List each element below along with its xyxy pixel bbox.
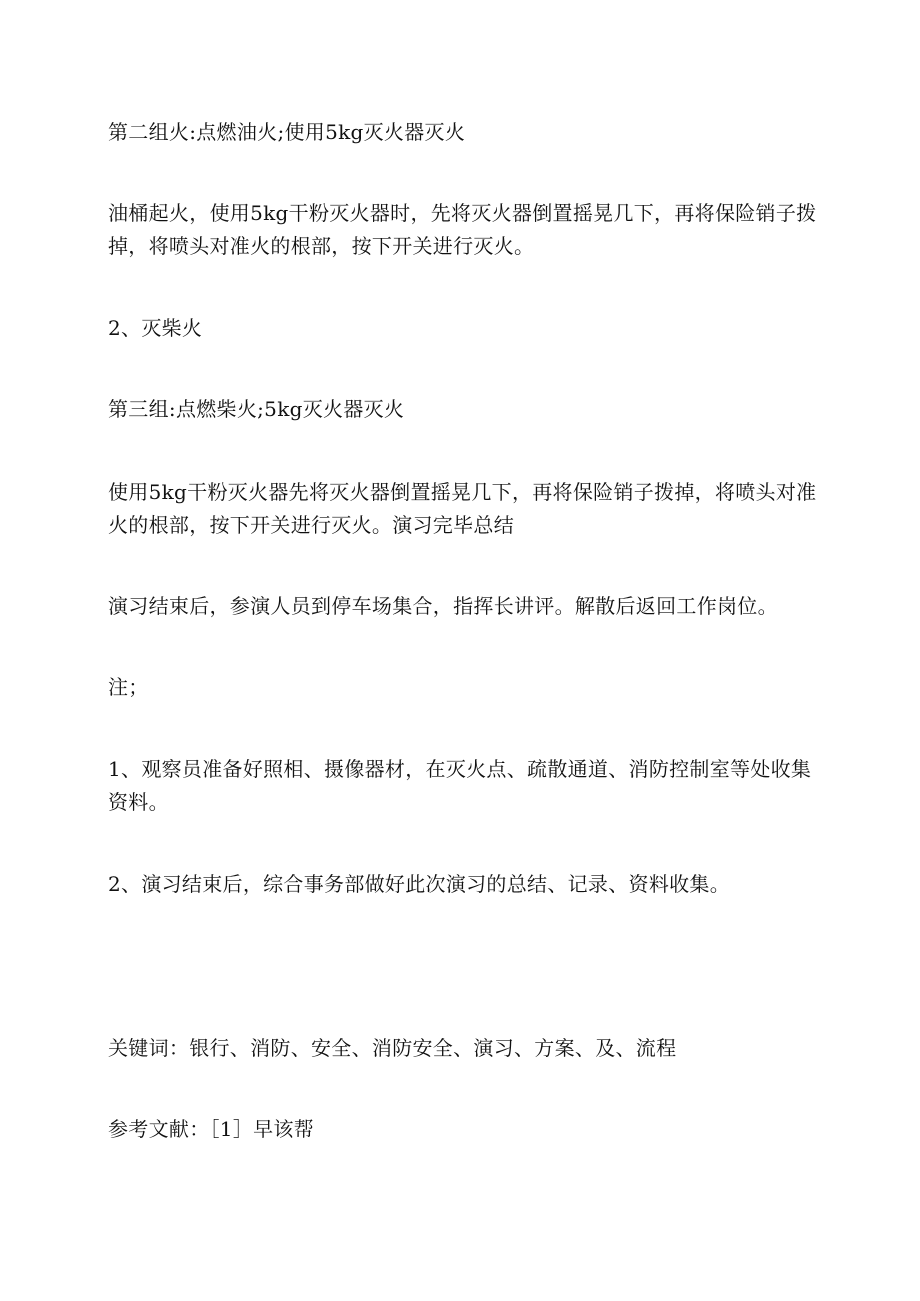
paragraph-oil-fire-instructions: 油桶起火，使用5kg干粉灭火器时，先将灭火器倒置摇晃几下，再将保险销子拨掉，将喷头对准火的根部，按下开关进行灭火。 [108, 201, 817, 258]
references-line: 参考文献：［1］早该帮 [108, 1117, 315, 1141]
paragraph-note-heading: 注； [108, 675, 149, 699]
paragraph-note-2: 2、演习结束后，综合事务部做好此次演习的总结、记录、资料收集。 [108, 872, 731, 896]
paragraph-firewood-fire-instructions: 使用5kg干粉灭火器先将灭火器倒置摇晃几下，再将保险销子拨掉，将喷头对准火的根部，按下开关进行灭火。演习完毕总结 [108, 480, 817, 537]
paragraph-group-three-fire: 第三组:点燃柴火;5kg灭火器灭火 [108, 397, 405, 421]
paragraph-drill-end: 演习结束后，参演人员到停车场集合，指挥长讲评。解散后返回工作岗位。 [108, 594, 778, 618]
paragraph-group-two-fire: 第二组火:点燃油火;使用5kg灭火器灭火 [108, 120, 466, 144]
keywords-line: 关键词：银行、消防、安全、消防安全、演习、方案、及、流程 [108, 1036, 677, 1060]
paragraph-note-1: 1、观察员准备好照相、摄像器材，在灭火点、疏散通道、消防控制室等处收集资料。 [108, 757, 812, 814]
paragraph-section-firewood-fire: 2、灭柴火 [108, 316, 203, 340]
